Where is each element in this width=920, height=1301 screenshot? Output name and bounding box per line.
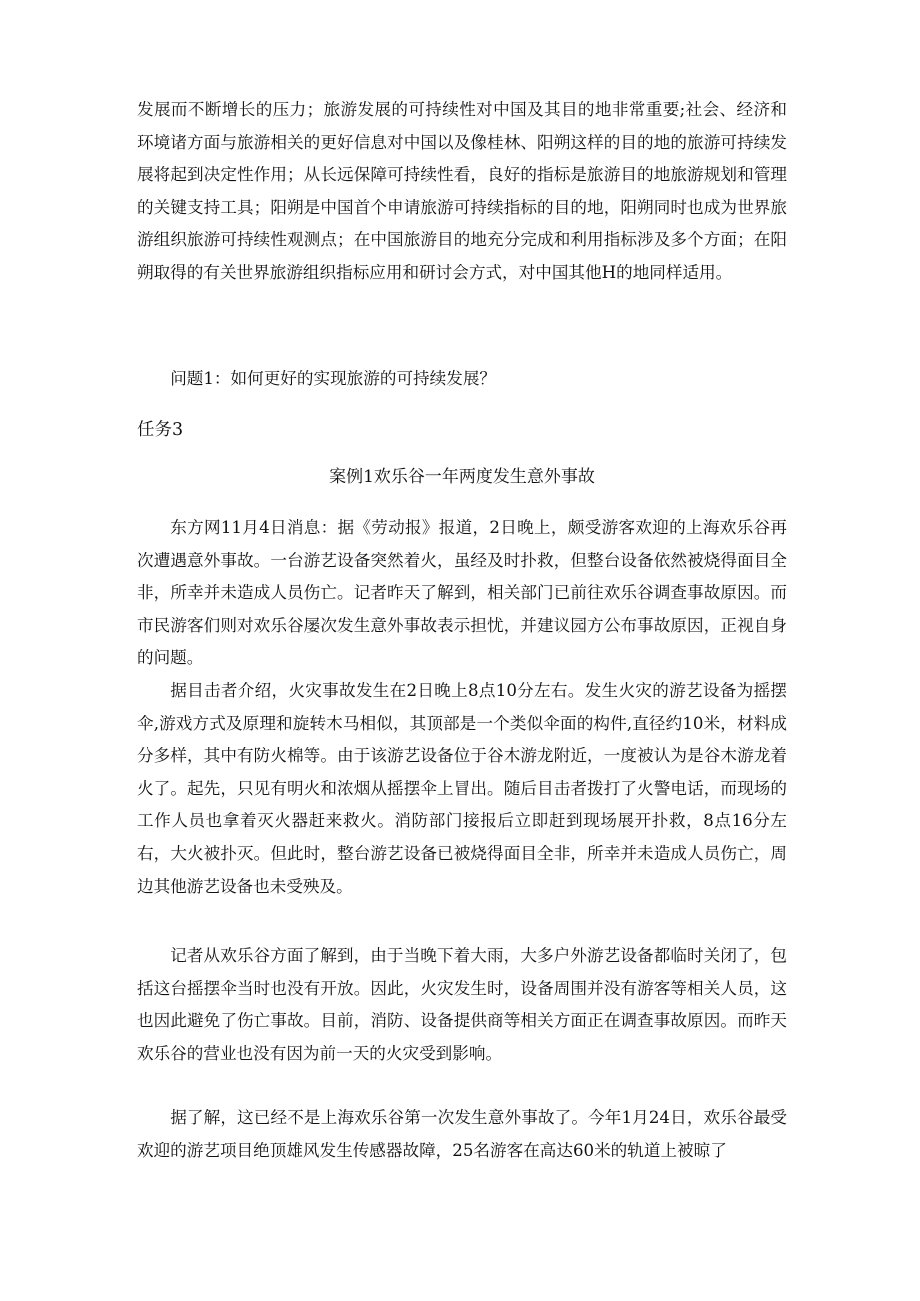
paragraph-1: 东方网11月4日消息：据《劳动报》报道，2日晚上，颇受游客欢迎的上海欢乐谷再次遭遇意外事故。一台游艺设备突然着火，虽经及时扑救，但整台设备依然被烧得面目全非，所幸并未造成人员伤亡。记者昨天了解到，相关部门已前往欢乐谷调查事故原因。而市民游客们则对欢乐谷屡次发生意外事故表示担忧，并建议园方公布事故原因，正视自身的问题。	[137, 518, 787, 668]
intro-paragraph: 发展而不断增长的压力；旅游发展的可持续性对中国及其目的地非常重要;社会、经济和环境诸方面与旅游相关的更好信息对中国以及像桂林、阳朔这样的目的地的旅游可持续发展将起到决定性作用；从长远保障可持续性看，良好的指标是旅游目的地旅游规划和管理的关键支持工具；阳朔是中国首个申请旅游可持续指标的目的地，阳朔同时也成为世界旅游组织旅游可持续性观测点；在中国旅游目的地充分完成和利用指标涉及多个方面；在阳朔取得的有关世界旅游组织指标应用和研讨会方式，对中国其他H的地同样适用。	[137, 100, 787, 282]
case-title: 案例1欢乐谷一年两度发生意外事故	[329, 467, 595, 487]
paragraph-3: 记者从欢乐谷方面了解到，由于当晚下着大雨，大多户外游艺设备都临时关闭了，包括这台摇摆伞当时也没有开放。因此，火灾发生时，设备周围并没有游客等相关人员，这也因此避免了伤亡事故。目前，消防、设备提供商等相关方面正在调查事故原因。而昨天欢乐谷的营业也没有因为前一天的火灾受到影响。	[137, 946, 787, 1063]
task-heading: 任务3	[137, 420, 184, 440]
paragraph-4: 据了解，这已经不是上海欢乐谷第一次发生意外事故了。今年1月24日，欢乐谷最受欢迎的游艺项目绝顶雄风发生传感器故障，25名游客在高达60米的轨道上被晾了	[137, 1108, 787, 1160]
paragraph-2: 据目击者介绍，火灾事故发生在2日晚上8点10分左右。发生火灾的游艺设备为摇摆伞,游戏方式及原理和旋转木马相似，其顶部是一个类似伞面的构件,直径约10米，材料成分多样，其中有防火棉等。由于该游艺设备位于谷木游龙附近，一度被认为是谷木游龙着火了。起先，只见有明火和浓烟从摇摆伞上冒出。随后目击者拨打了火警电话，而现场的工作人员也拿着灭火器赶来救火。消防部门接报后立即赶到现场展开扑救，8点16分左右，大火被扑灭。但此时，整台游艺设备已被烧得面目全非，所幸并未造成人员伤亡，周边其他游艺设备也未受殃及。	[137, 681, 787, 896]
question-text: 问题1：如何更好的实现旅游的可持续发展？	[170, 369, 497, 388]
